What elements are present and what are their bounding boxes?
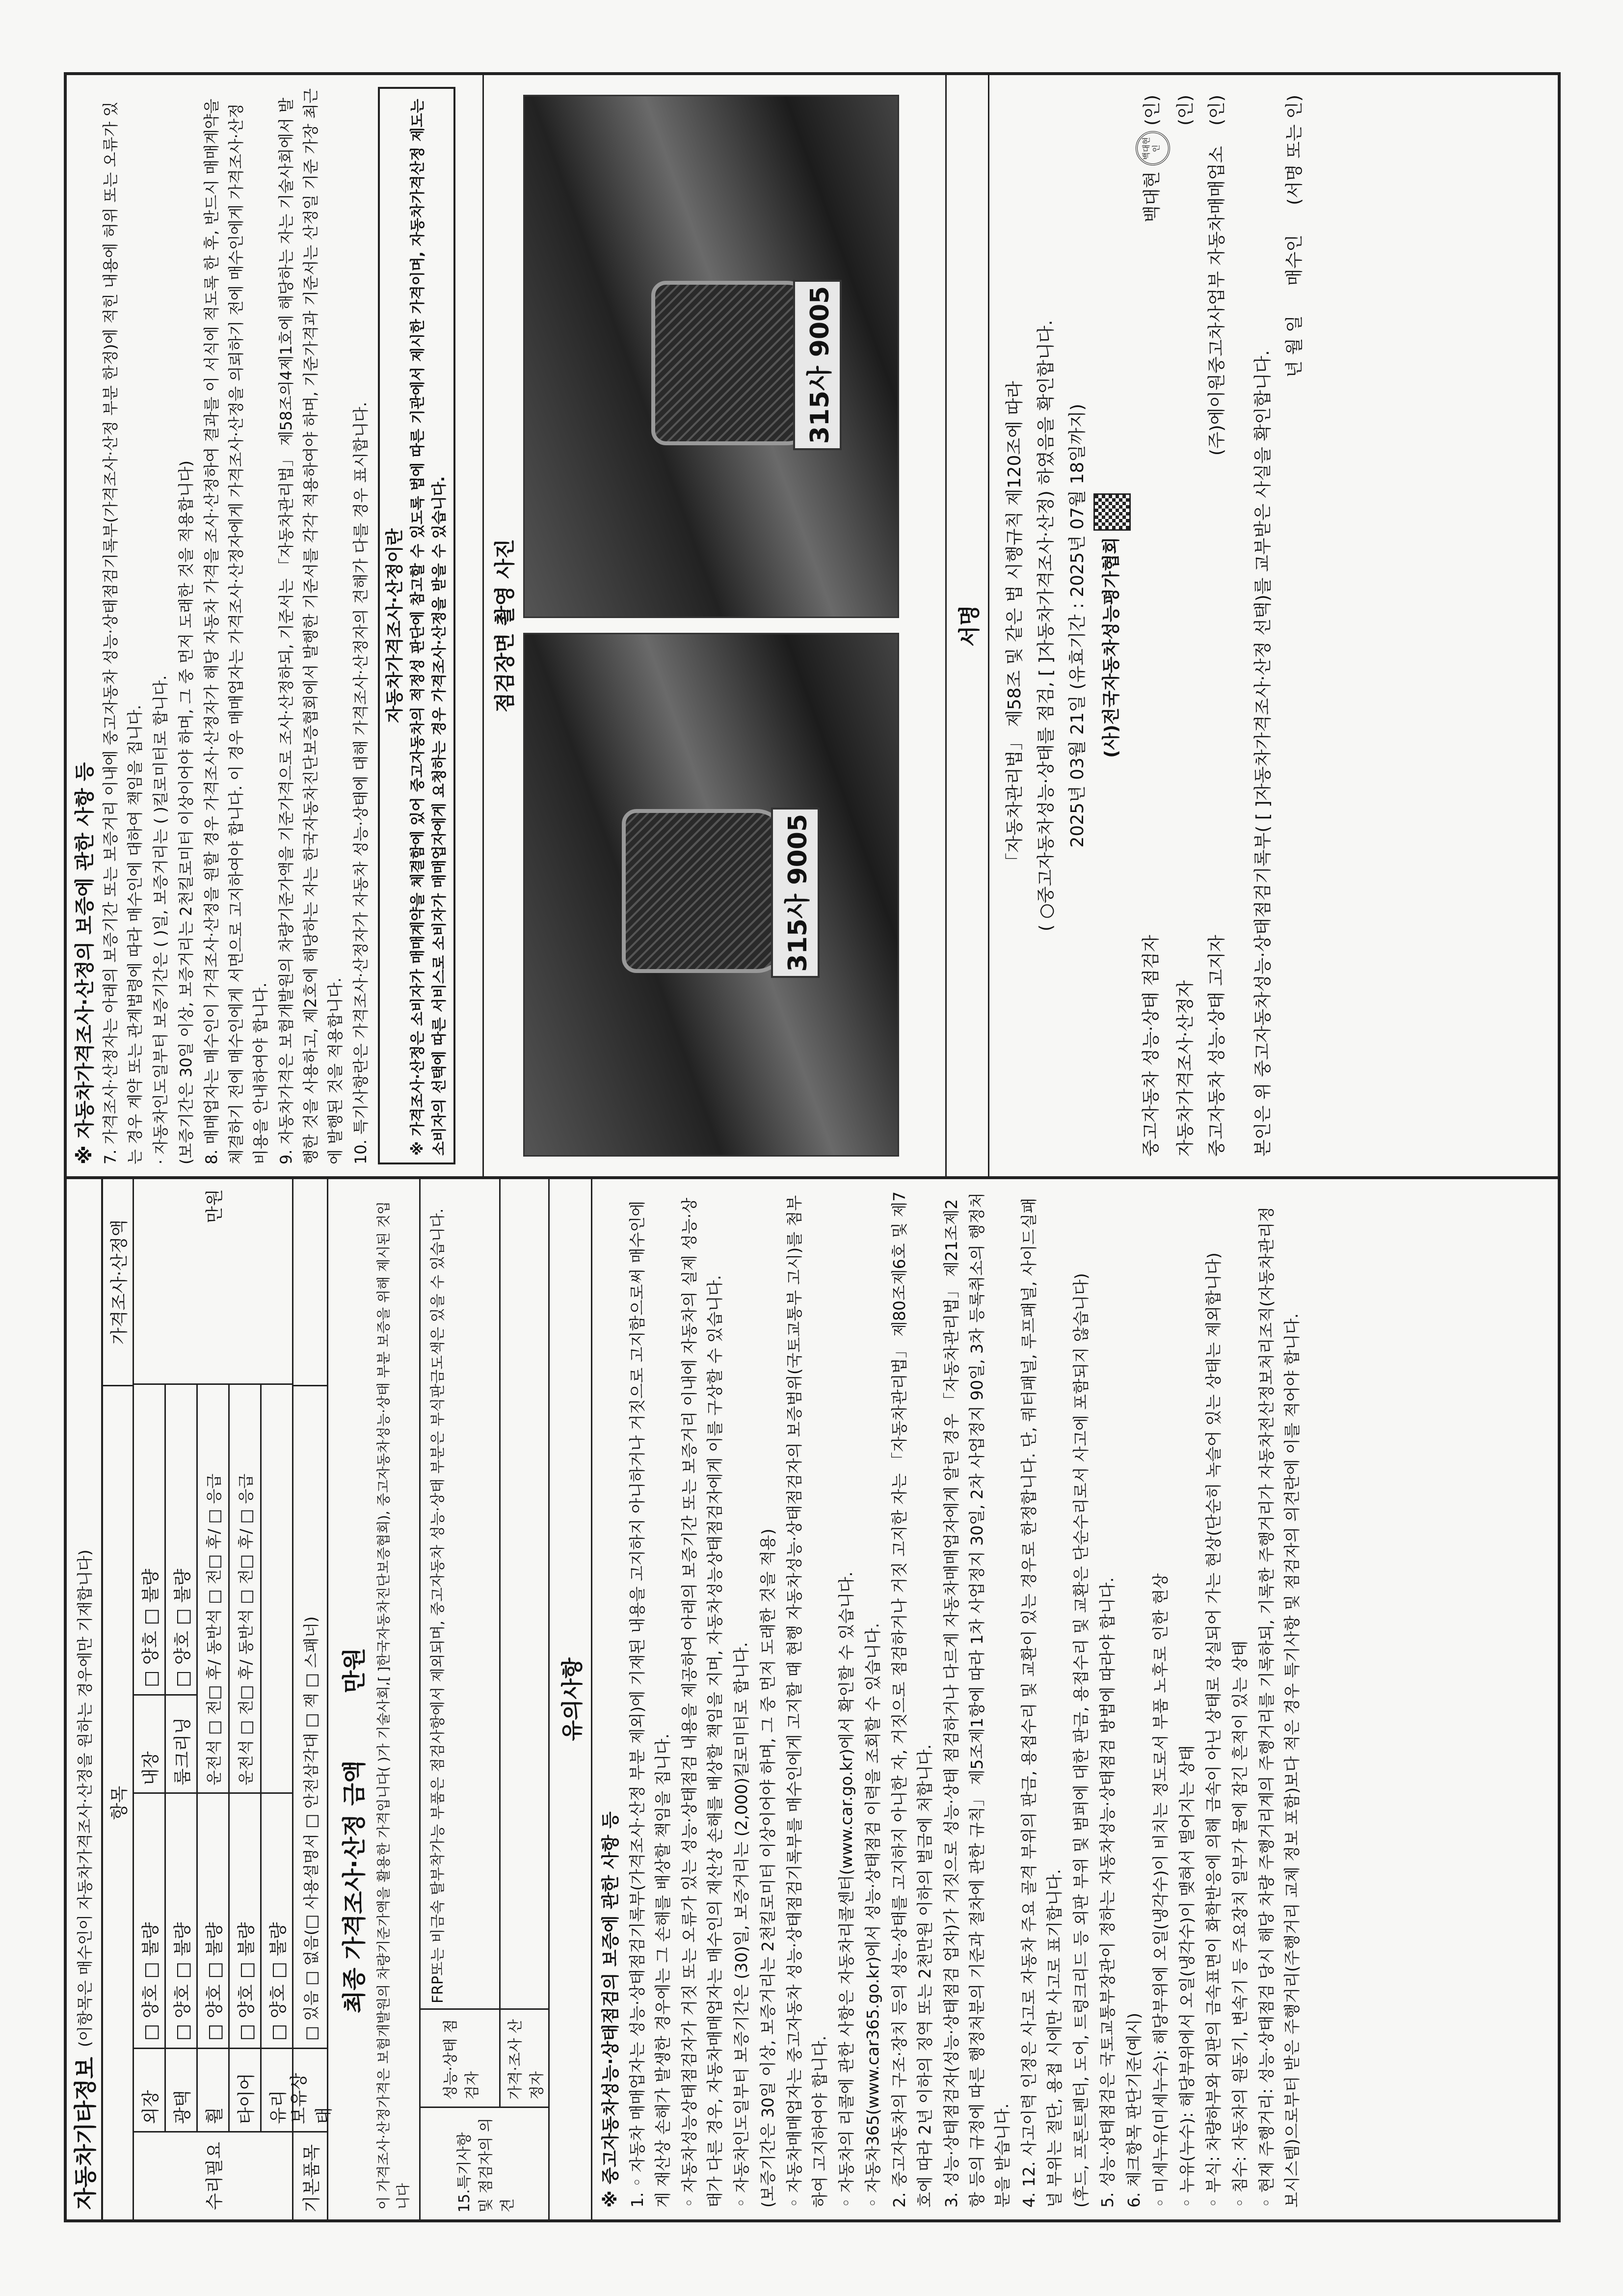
price-label: 가격·조사 산정자 xyxy=(501,2008,548,2107)
price-definition-title: 자동차가격조사·산정이란 xyxy=(385,528,405,723)
repair-label: 수리필요 xyxy=(134,2131,292,2219)
list-item: 8. 매매업자는 매수인이 가격조사·산정을 원할 경우 가격조사·산정자가 해당 자동차 가격을 조사·산정하여 결과를 이 서식에 적도록 한 후, 반드시 매매계약을 체결하기 전에 매수인에게 서면으로 고지하여야 합니다. 이 경우 매매업자는 가격조사·산정자에게 가격조사·산정을 의뢰하기 전에 매수인에게 가격조사·산정 비용을 안내하여야 합니다. xyxy=(202,99,270,1164)
list-item: ◦ 누유(누수): 해당부위에서 오일(냉각수)이 맺혀서 떨어지는 상태 xyxy=(1177,1745,1197,2208)
row-label: 룸크리닝 xyxy=(166,1694,196,1792)
signer-name: 백대현 xyxy=(1142,171,1162,223)
org-name: (사)전국자동차성능평가협회 xyxy=(1101,537,1121,758)
vehicle-info-note: (이항목은 매수인이 자동차가격조사·산정을 원하는 경우에만 기재합니다) xyxy=(76,1549,94,2047)
final-price-unit: 만원 xyxy=(341,1648,368,1693)
empty-cell xyxy=(501,1179,548,2008)
signer-row xyxy=(1201,95,1233,1157)
table-row xyxy=(198,1385,230,2131)
inspection-photo-front-2 xyxy=(523,95,899,619)
empty-cell xyxy=(293,1179,327,1385)
document-frame xyxy=(64,72,1561,2222)
sign-title: 서명 xyxy=(947,75,989,1176)
row-options[interactable]: 운전석 □ 전□ 후/ 동반석 □ 전□ 후/ □ 응급 xyxy=(205,1473,223,1785)
special-label: 15.특기사항 및 점검자의 의견 xyxy=(421,2107,548,2219)
list-item: 9. 자동차가격은 보험개발원의 차량기준가액을 기준가격으로 조사·산정하되, 기준서는 「자동차관리법」 제58조의4제1호에 해당하는 자는 기술사회에서 발행한 것을 사용하고, 제2호에 해당하는 자는 한국자동차진단보증협회에서 발행한 기준서를 각각 적용하여야 하며, 기준가격과 기준서는 산정일 기준 가장 최근에 발행된 것을 적용합니다. xyxy=(277,88,345,1164)
signer-role: 자동차가격조사·산정자 xyxy=(1175,980,1196,1157)
repair-block xyxy=(134,1179,293,2219)
buyer-confirm: 본인은 위 중고자동차성능·상태점검기록부( [ ]자동차가격조사·산정 선택)를 교부받은 사실을 확인합니다. xyxy=(1253,350,1273,1157)
row-label: 유리 xyxy=(262,2048,292,2131)
sign-line-2: ( ○중고자동차성능·상태를 점검, [ ]자동차가격조사·산정) 하였음을 확인합니다. xyxy=(1036,320,1056,932)
row-label: 광택 xyxy=(166,2048,196,2131)
photo-row xyxy=(523,75,899,1176)
special-rows xyxy=(421,1179,548,2107)
license-plate: 315사 9005 xyxy=(793,280,842,450)
vehicle-info-header xyxy=(67,1179,103,2219)
price-header: 가격조사·산정액 xyxy=(109,1219,130,1345)
sign-line-1: 「자동차관리법」 제58조 및 같은 법 시행규칙 제120조에 따라 xyxy=(1005,381,1025,870)
list-item: 5. 성능·상태점검은 국토교통부장관이 정하는 자동차성능·상태점검 방법에 따라야 합니다. xyxy=(1098,1577,1117,2208)
table-row xyxy=(134,1385,166,2131)
seal-mark: (인) xyxy=(1207,95,1227,126)
row-options[interactable]: □ 양호 □ 불량 xyxy=(172,1568,193,1687)
left-column xyxy=(67,1176,1558,2219)
list-item: (보증기간은 30일 이상, 보증거리는 2천킬로미터 이상이어야 하며, 그 중 먼저 도래한 것을 적용합니다) xyxy=(177,460,195,1164)
final-price-label: 최종 가격조사·산정 금액 xyxy=(341,1760,368,2013)
price-definition-box xyxy=(378,87,455,1164)
notice-list xyxy=(592,1179,1312,2219)
qr-code-icon xyxy=(1093,493,1131,531)
row-label: 내장 xyxy=(134,1694,164,1792)
vehicle-info-title: 자동차기타정보 xyxy=(72,2056,99,2210)
list-item: ◦ 자동차의 리콜에 관한 사항은 자동차리콜센터(www.car.go.kr)에서 확인할 수 있습니다. xyxy=(837,1571,856,2208)
list-item: 4. 12. 사고이력 인정은 사고로 자동차 주요 골격 부위의 판금, 용접수리 및 교환이 있는 경우로 한정합니다. 단, 쿼터패널, 루프패널, 사이드실패널 부위는 절단, 용접 시에만 사고로 표기합니다. xyxy=(1019,1197,1064,2208)
notice-title: 유의사항 xyxy=(550,1179,592,2219)
basic-label: 기본품목 xyxy=(293,2131,327,2219)
notice-subtitle: ※ 중고자동차성능·상태점검의 보증에 관한 사항 등 xyxy=(601,1811,621,2208)
photo-caption: 점검장면 촬영 사진 xyxy=(493,539,517,713)
right-column xyxy=(67,75,1558,1176)
org-line xyxy=(1093,95,1131,1157)
row-options[interactable]: □ 양호 □ 불량 xyxy=(230,1792,260,2048)
signer-role: 중고자동차 성능·상태 점검자 xyxy=(1141,935,1161,1157)
row-options[interactable]: □ 양호 □ 불량 xyxy=(262,1792,292,2048)
list-item: ◦ 침수: 자동차의 원동기, 변속기 등 주요장치 일부가 물에 잠긴 흔적이 있는 상태 xyxy=(1230,1640,1250,2208)
price-guarantee-title: ※ 자동차가격조사·산정의 보증에 관한 사항 등 xyxy=(74,762,96,1164)
row-options[interactable]: □ 양호 □ 불량 xyxy=(140,1568,161,1687)
list-item: ◦ 미세누유(미세누수): 해당부위에 오일(냉각수)이 비치는 정도로서 부품 노후로 인한 현상 xyxy=(1151,1573,1170,2208)
buyer-sign[interactable]: (서명 또는 인) xyxy=(1284,95,1304,205)
signer-row xyxy=(1136,95,1170,1157)
list-item: 1. ◦ 자동차 매매업자는 성능·상태점검기록부(가격조사·산정 부분 제외)에 기재된 내용을 고지하지 아니하거나 거짓으로 고지함으로써 매수인에게 재산상 손해가 발생한 경우에는 그 손해를 배상할 책임을 집니다. xyxy=(628,1200,672,2208)
list-item: 10. 특기사항란은 가격조사·산정자가 자동차 성능·상태에 대해 가격조사·산정자의 견해가 다를 경우 표시합니다. xyxy=(351,402,370,1164)
list-item: ◦ 현재 주행거리: 성능·상태점검 당시 해당 차량 주행거리계의 주행거리를 기록하되, 기록한 주행거리가 자동차전산정보처리조직(자동차관리정보시스템)으로부터 받은 주행거리(주행거리 교체 정보 포함)보다 적은 경우 특기사항 및 점검자의 의견란에 이를 적어야 합니다. xyxy=(1257,1206,1302,2208)
seal-mark: (인) xyxy=(1175,95,1196,126)
list-item: (후드, 프론트펜더, 도어, 트렁크리드 등 외판 부위 및 범퍼에 대한 판금, 용접수리 및 교환은 단순수리로서 사고에 포함되지 않습니다) xyxy=(1071,1273,1091,2208)
inspection-photo-front xyxy=(523,633,899,1157)
buyer-row xyxy=(1279,95,1310,1157)
sign-date: 2025년 03월 21일 (유효기간 : 2025년 07월 18일까지) xyxy=(1067,404,1088,848)
special-notes-block xyxy=(421,1179,550,2219)
license-plate: 315사 9005 xyxy=(771,808,820,978)
signature-section xyxy=(989,75,1320,1176)
table-row xyxy=(230,1385,262,2131)
row-label: 보유상태 xyxy=(293,2048,327,2131)
row-options[interactable]: 운전석 □ 전□ 후/ 동반석 □ 전□ 후/ □ 응급 xyxy=(237,1473,255,1785)
repair-rows xyxy=(134,1383,292,2131)
list-item: 3. 성능·상태점검자(성능·상태점검 업자)가 거짓으로 성능·상태 점검하거나 다르게 자동차매매업자에게 알린 경우 「자동차관리법」 제21조제2항 등의 규정에 따른 행정처분의 기준과 절차에 관한 규칙」 제5조제1항에 따라 1차 사업정지 30일, 2차 사업정지 90일, 3차 등록취소의 행정처분을 받습니다. xyxy=(942,1192,1012,2208)
perf-text: FRP또는 비금속 탈부착가능 부품은 점검사항에서 제외되며, 중고자동차 성능·상태 부분은 부식판금도색은 있을 수 있습니다. xyxy=(429,1208,447,2003)
row-options[interactable]: □ 있음 □ 없음(□ 사용설명서 □ 안전삼각대 □ 잭 □ 스패너) xyxy=(293,1385,327,2048)
basic-items-row xyxy=(289,1179,334,2219)
table-row xyxy=(166,1385,198,2131)
item-header: 항목 xyxy=(103,1385,133,2219)
price-definition-text: ※ 가격조사·산정은 소비자가 매매계약을 체결함에 있어 중고자동차의 적정성 판단에 참고할 수 있도록 법에 따른 기관에서 제시한 가격이며, 자동차가격산정 제도는 소비자의 선택에 따른 서비스로 소비자가 매매업자에게 요청하는 경우 가격조사·산정을 받을 수 있습니다. xyxy=(409,99,448,1156)
seal-mark: (인) xyxy=(1142,95,1162,126)
perf-label: 성능·상태 점검자 xyxy=(421,2008,499,2107)
list-item: 7. 가격조사·산정자는 아래의 보증기간 또는 보증거리 이내에 중고자동차 성능·상태점검기록부(가격조사·산정 부분 한정)에 적힌 내용에 허위 또는 오류가 있는 경우 계약 또는 관계법령에 따라 매수인에 대하여 책임을 집니다. xyxy=(101,101,144,1164)
final-price-block xyxy=(328,1179,421,2219)
seal-stamp-icon: 백대현 인 xyxy=(1136,131,1170,165)
signer-row xyxy=(1170,95,1201,1157)
final-price-note: 이 가격조사·산정가격은 보험개발원의 차량기준가액을 활용한 가격입니다( )가 기술사회,[ ]한국자동차진단보증협회), 중고자동차성능·상태 부분 보증을 위해 제시된 것입니다 xyxy=(375,1201,411,2210)
car-grille-icon xyxy=(622,809,786,973)
signer-name-wrap xyxy=(1136,95,1170,222)
empty-cell xyxy=(262,1385,292,1792)
list-item: ◦ 부식: 차량하부와 외판의 금속표면이 화학반응에 의해 금속이 아닌 상태로 상실되어 가는 현상(단순히 녹슬어 있는 상태는 제외합니다) xyxy=(1204,1252,1223,2208)
row-options[interactable]: □ 양호 □ 불량 xyxy=(134,1792,164,2048)
final-price-line xyxy=(335,1189,369,2013)
buyer-label: 매수인 xyxy=(1284,234,1304,286)
list-item: 2. 중고자동차의 구조·장치 등의 성능·상태를 고지하지 아니한 자, 거짓으로 점검하거나 거짓 고지한 자는 「자동차관리법」 제80조제6호 및 제7호에 따라 2년 이하의 징역 또는 2천만원 이하의 벌금에 처합니다. xyxy=(890,1191,934,2208)
row-label: 휠 xyxy=(198,2048,228,2131)
list-item: 6. 체크항목 판단기준(예시) xyxy=(1124,2013,1144,2208)
price-row xyxy=(501,1179,548,2107)
signer-name: (주)에이원중고차사업부 자동차매매업소 xyxy=(1207,146,1227,456)
table-header-row xyxy=(103,1179,134,2219)
row-options[interactable]: □ 양호 □ 불량 xyxy=(198,1792,228,2048)
table-row xyxy=(262,1385,292,2131)
list-item: · 자동차인도일부터 보증기간은 ( )일, 보증거리는 ( )킬로미터로 합니다. xyxy=(151,675,170,1164)
photo-section xyxy=(484,75,947,1176)
price-guarantee-section xyxy=(67,75,484,1176)
list-item: ◦ 자동차매매업자는 중고자동차 성능·상태점검기록부를 매수인에게 고지할 때 현행 자동차성능·상태점검자의 보증범위(국토교통부 고시)를 첨부하여 고지하여야 합니다. xyxy=(785,1195,829,2208)
signer-role: 중고자동차 성능·상태 고지자 xyxy=(1207,935,1227,1157)
row-label: 타이어 xyxy=(230,2048,260,2131)
list-item: ◦ 자동차365(www.car365.go.kr)에서 성능·상태점검 이력을 조회할 수 있습니다. xyxy=(863,1623,882,2208)
signer-name-wrap xyxy=(1201,95,1233,456)
perf-row xyxy=(421,1179,501,2107)
buyer-date: 년 월 일 xyxy=(1284,315,1304,378)
row-label: 외장 xyxy=(134,2048,164,2131)
car-grille-icon xyxy=(651,281,816,445)
list-item: ◦ 자동차성능상태점검자가 거짓 또는 오류가 있는 성능·상태점검 내용을 제공하여 아래의 보증기간 또는 보증거리 이내에 자동차의 실제 성능·상태가 다른 경우, 자동차매매업자는 매수인의 재산상 손해를 배상할 책임을 지며, 자동차성능상태점검자에게 이를 구상할 수 있습니다. xyxy=(680,1197,724,2208)
list-item: ◦ 자동차인도일부터 보증기간은 (30)일, 보증거리는 (2,000)킬로미터로 합니다. xyxy=(732,1642,751,2208)
repair-price-unit: 만원 xyxy=(204,1189,225,1223)
row-options[interactable]: □ 양호 □ 불량 xyxy=(166,1792,196,2048)
list-item: (보증기간은 30일 이상, 보증거리는 2천킬로미터 이상이어야 하며, 그 중 먼저 도래한 것을 적용) xyxy=(758,1528,777,2208)
